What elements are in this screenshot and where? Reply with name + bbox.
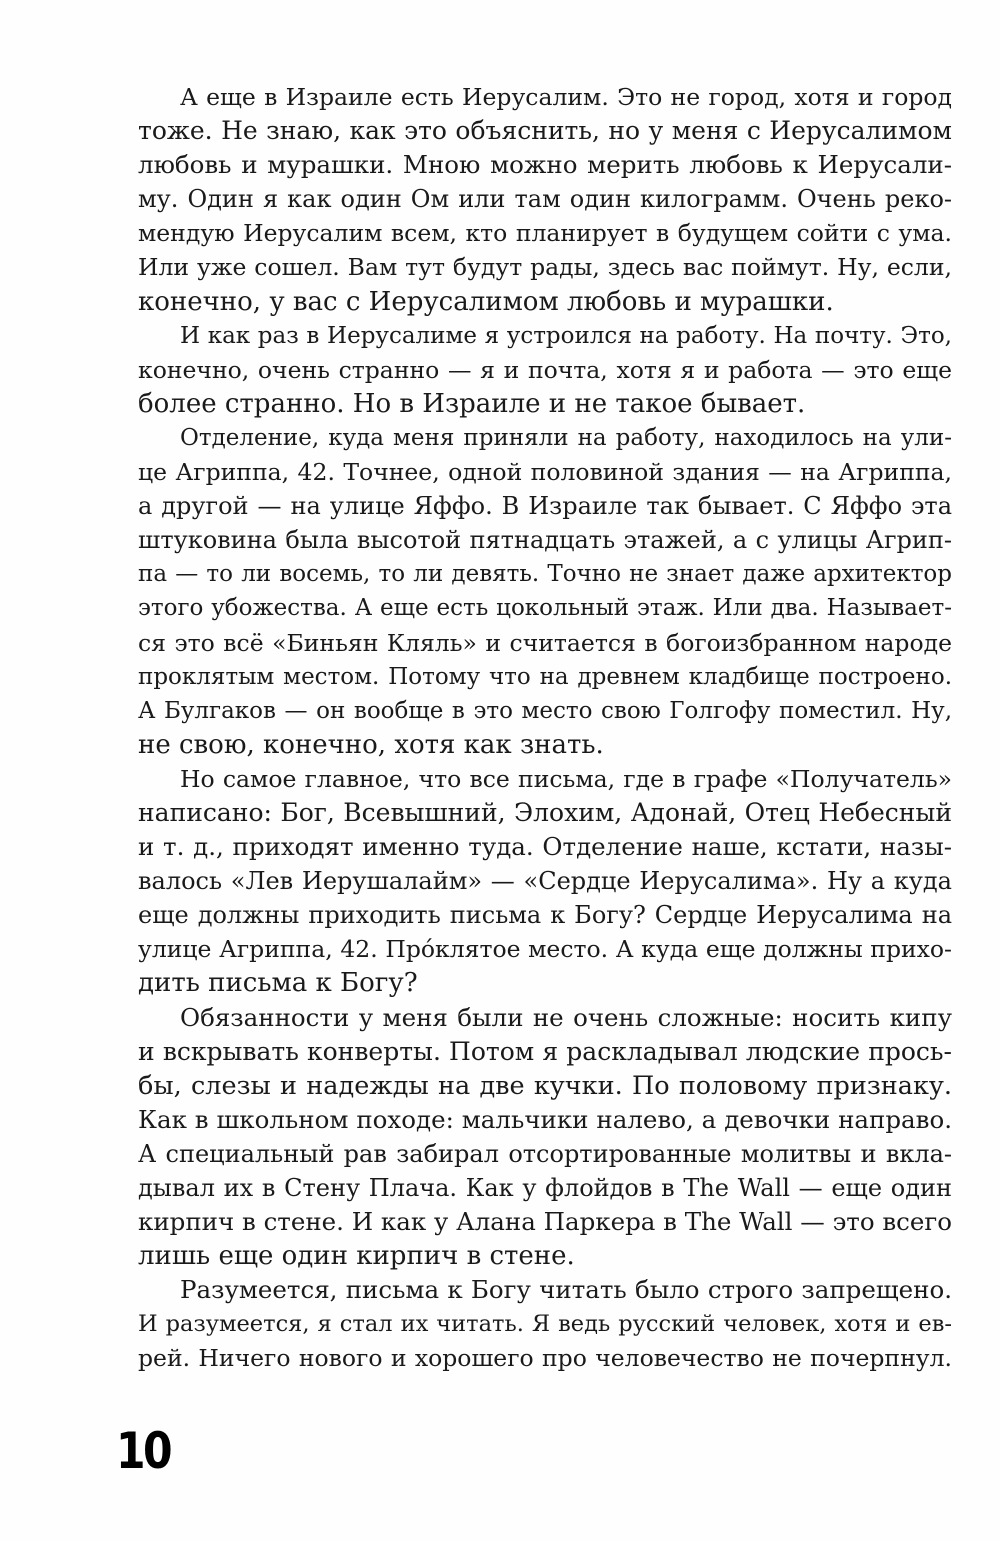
text-line: це Агриппа, 42. Точнее, одной половиной здания — на Агриппа,	[138, 458, 952, 487]
text-line: лишь еще один кирпич в стене.	[138, 1241, 575, 1272]
text-line: Но самое главное, что все письма, где в графе «Получатель»	[180, 764, 952, 793]
text-line: Отделение, куда меня приняли на работу, находилось на ули-	[180, 424, 952, 451]
paragraph	[138, 1273, 952, 1375]
text-line: штуковина была высотой пятнадцать этажей, а с улицы Агрип-	[138, 526, 952, 555]
text-line: Или уже сошел. Вам тут будут рады, здесь вас поймут. Ну, если,	[138, 253, 952, 282]
paragraph	[138, 1001, 952, 1274]
text-line: и т. д., приходят именно туда. Отделение наше, кстати, назы-	[138, 832, 952, 862]
paragraph	[138, 421, 952, 762]
text-line: ся это всё «Биньян Кляль» и считается в богоизбранном народе	[138, 628, 952, 657]
text-line: Как в школьном походе: мальчики налево, а девочки направо.	[138, 1104, 952, 1134]
text-line: А специальный рав забирал отсортированные молитвы и вкла-	[138, 1139, 952, 1168]
text-line: конечно, очень странно — я и почта, хотя я и работа — это еще	[138, 355, 952, 384]
text-line: более странно. Но в Израиле и не такое бывает.	[138, 388, 806, 419]
text-line: валось «Лев Иерушалайм» — «Сердце Иерусалима». Ну а куда	[138, 867, 952, 896]
text-line: улице Агриппа, 42. Прóклятое место. А куда еще должны прихо-	[138, 935, 952, 964]
text-line: дить письма к Богу?	[138, 968, 418, 999]
page-number: 10	[116, 1422, 171, 1480]
text-line: А еще в Израиле есть Иерусалим. Это не город, хотя и город	[180, 83, 952, 111]
text-line: кирпич в стене. И как у Алана Паркера в The Wall — это всего	[138, 1207, 952, 1237]
text-line: мендую Иерусалим всем, кто планирует в будущем сойти с ума.	[138, 219, 952, 248]
text-line: еще должны приходить письма к Богу? Сердце Иерусалима на	[138, 901, 952, 930]
paragraph	[138, 80, 952, 319]
text-line: бы, слезы и надежды на две кучки. По половому признаку.	[138, 1070, 952, 1101]
paragraph	[138, 319, 952, 421]
text-line: му. Один я как один Ом или там один килограмм. Очень реко-	[138, 185, 952, 214]
text-line: па — то ли восемь, то ли девять. Точно не знает даже архитектор	[138, 561, 952, 588]
text-line: и вскрывать конверты. Потом я раскладывал людские прось-	[138, 1036, 952, 1066]
paragraph	[138, 762, 952, 1001]
text-line: рей. Ничего нового и хорошего про человечество не почерпнул.	[138, 1344, 952, 1373]
body-text	[138, 80, 952, 1376]
text-line: проклятым местом. Потому что на древнем кладбище построено.	[138, 663, 952, 690]
text-line: тоже. Не знаю, как это объяснить, но у меня с Иерусалимом	[138, 116, 952, 146]
text-line: дывал их в Стену Плача. Как у флойдов в The Wall — еще один	[138, 1174, 952, 1202]
text-line: написано: Бог, Всевышний, Элохим, Адонай, Отец Небесный	[138, 797, 952, 827]
text-line: конечно, у вас с Иерусалимом любовь и мурашки.	[138, 286, 834, 317]
text-line: любовь и мурашки. Мною можно мерить любовь к Иерусали-	[138, 150, 952, 180]
text-line: Разумеется, письма к Богу читать было строго запрещено.	[180, 1275, 952, 1305]
text-line: не свою, конечно, хотя как знать.	[138, 729, 604, 760]
text-line: а другой — на улице Яффо. В Израиле так бывает. С Яффо эта	[138, 492, 952, 521]
text-line: Обязанности у меня были не очень сложные: носить кипу	[180, 1002, 952, 1032]
text-line: А Булгаков — он вообще в это место свою Голгофу поместил. Ну,	[138, 697, 952, 724]
text-line: И разумеется, я стал их читать. Я ведь русский человек, хотя и ев-	[138, 1311, 952, 1338]
text-line: И как раз в Иерусалиме я устроился на работу. На почту. Это,	[180, 322, 952, 349]
text-line: этого убожества. А еще есть цокольный этаж. Или два. Называет-	[138, 595, 952, 622]
